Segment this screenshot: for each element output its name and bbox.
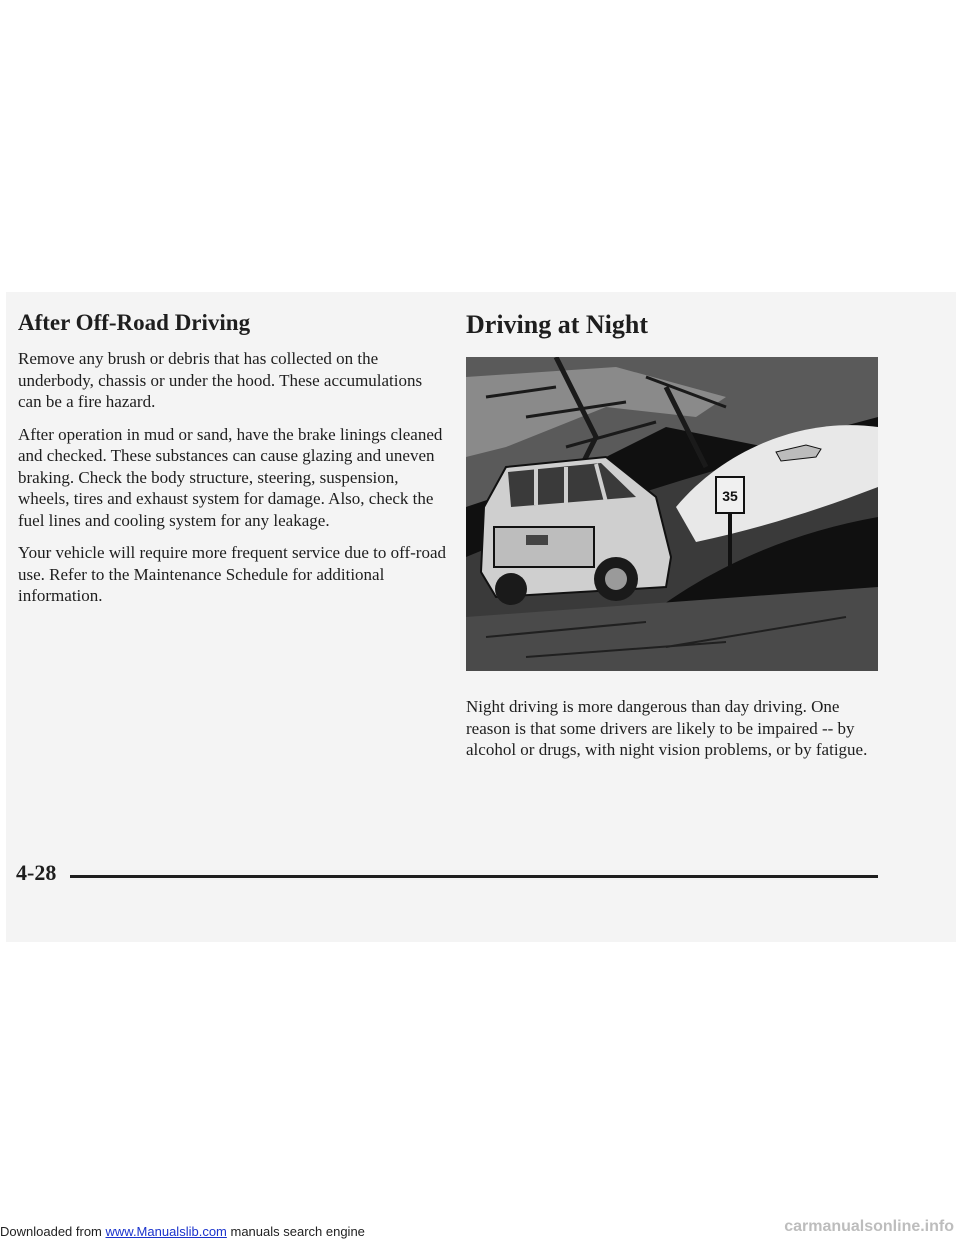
manualslib-link[interactable]: www.Manualslib.com [105,1224,227,1239]
paragraph-debris: Remove any brush or debris that has collected on the underbody, chassis or under the hood. These accumulations can be a fire hazard. [18,349,423,411]
left-column [18,310,448,618]
night-driving-caption: Night driving is more dangerous than day driving. One reason is that some drivers are likely to be impaired -- by alcohol or drugs, with night vision problems, or by fatigue. [466,697,868,759]
right-column [466,310,886,772]
section-heading-after-off-road: After Off-Road Driving [18,310,251,335]
section-heading-driving-at-night: Driving at Night [466,310,648,339]
footer-suffix: manuals search engine [226,1224,365,1239]
paragraph-service: Your vehicle will require more frequent service due to off-road use. Refer to the Maintenance Schedule for additional information. [18,543,447,605]
download-footer [0,1224,365,1239]
speed-sign-text: 35 [722,488,738,504]
footer-prefix: Downloaded from [0,1224,106,1239]
page-number: 4-28 [16,860,57,885]
footer-rule [70,875,878,878]
paragraph-mud-sand: After operation in mud or sand, have the brake linings cleaned and checked. These substances can cause glazing and uneven braking. Check the body structure, steering, suspension, wheels, tires and exhaust system for damage. Also, check the fuel lines and cooling system for any leakage. [18,424,443,530]
night-driving-illustration [466,357,878,671]
watermark: carmanualsonline.info [784,1218,954,1235]
